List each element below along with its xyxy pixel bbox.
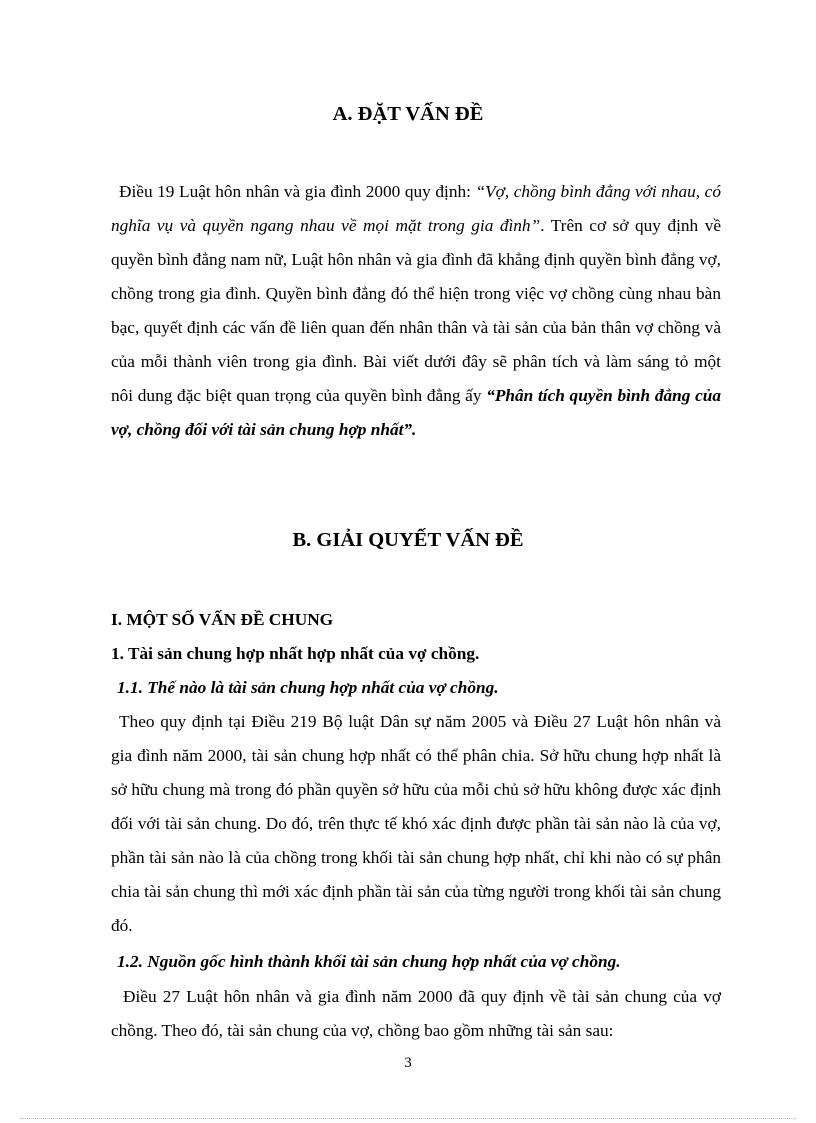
paragraph-1-1: Theo quy định tại Điều 219 Bộ luật Dân sự năm 2005 và Điều 27 Luật hôn nhân và gia đình năm 2000, tài sản chung hợp nhất có thể phân chia. Sở hữu chung hợp nhất là sở hữu chung mà trong đó phần quyền sở hữu của mỗi chủ sở hữu không được xác định đối với tài sản chung. Do đó, trên thực tế khó xác định được phần tài sản nào là của vợ, phần tài sản nào là của chồng trong khối tài sản chung hợp nhất, chỉ khi nào có sự phân chia tài sản chung thì mới xác định phần tài sản của từng người trong khối tài sản chung đó.	[111, 712, 721, 935]
page-bottom-divider	[20, 1118, 796, 1119]
intro-text-mid: . Trên cơ sở quy định về quyền bình đẳng nam nữ, Luật hôn nhân và gia đình đã khẳng định quyền bình đẳng vợ, chồng trong gia đình. Quyền bình đẳng đó thể hiện trong việc vợ chồng cùng nhau bàn bạc, quyết định các vấn đề liên quan đến nhân thân và tài sản của bản thân vợ chồng và của mỗi thành viên trong gia đình. Bài viết dưới đây sẽ phân tích và làm sáng tỏ một nôi dung đặc biệt quan trọng của quyền bình đẳng ấy	[111, 216, 721, 405]
heading-1: 1. Tài sản chung hợp nhất hợp nhất của vợ chồng.	[111, 644, 480, 663]
section-a-title: A. ĐẶT VẤN ĐỀ	[332, 103, 484, 125]
intro-topic: “Phân tích quyền bình đẳng của vợ, chồng đối với tài sản chung hợp nhất”.	[111, 386, 721, 439]
intro-paragraph	[111, 175, 721, 447]
part-1-heading: I. MỘT SỐ VẤN ĐỀ CHUNG	[111, 610, 334, 629]
page-number: 3	[404, 1055, 412, 1071]
paragraph-1-2: Điều 27 Luật hôn nhân và gia đình năm 2000 đã quy định về tài sản chung của vợ chồng. Theo đó, tài sản chung của vợ, chồng bao gồm những tài sản sau:	[111, 987, 721, 1040]
heading-1-1: 1.1. Thế nào là tài sản chung hợp nhất của vợ chồng.	[117, 678, 499, 697]
heading-1-2: 1.2. Nguồn gốc hình thành khối tài sản chung hợp nhất của vợ chồng.	[117, 952, 621, 971]
intro-quote: “Vợ, chồng bình đẳng với nhau, có nghĩa vụ và quyền ngang nhau về mọi mặt trong gia đình”	[111, 182, 721, 235]
section-b-title: B. GIẢI QUYẾT VẤN ĐỀ	[292, 529, 524, 551]
intro-text-start: Điều 19 Luật hôn nhân và gia đình 2000 quy định:	[119, 182, 476, 201]
